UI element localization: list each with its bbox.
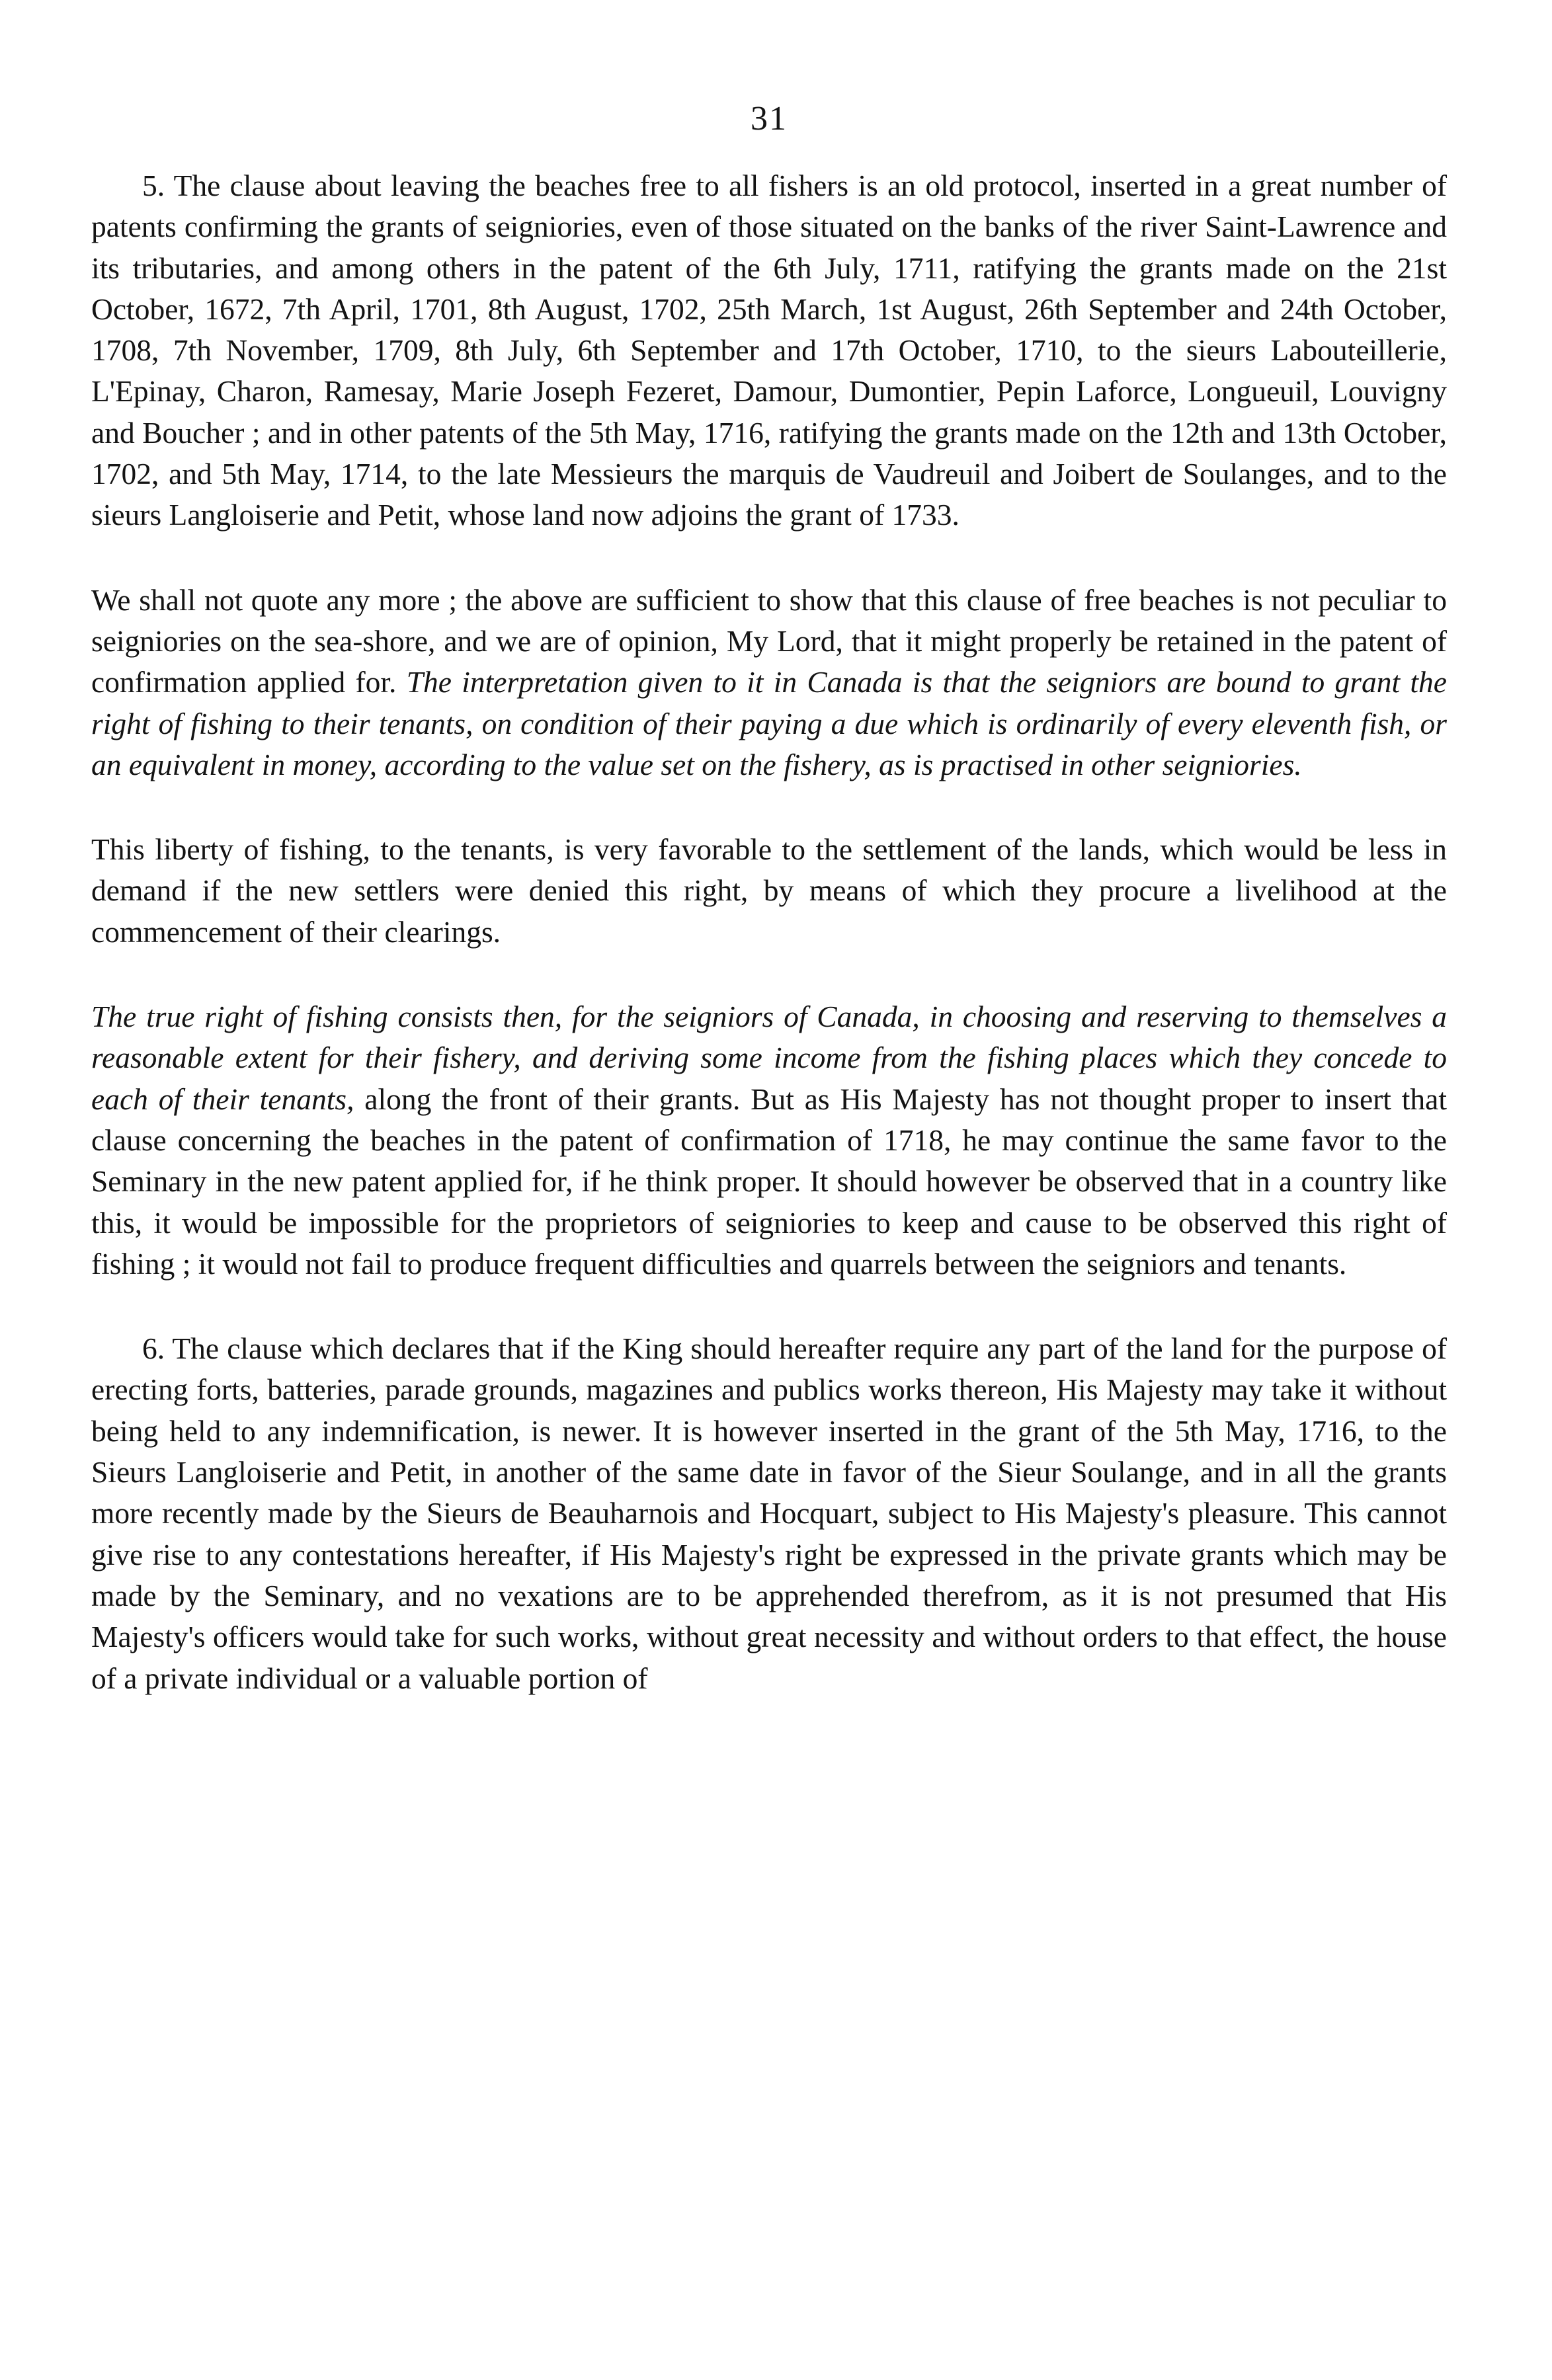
page-number: 31	[751, 100, 788, 138]
text-run: along the front of their grants. But as His Majesty has not thought proper to insert that clause concerning the beaches in the patent of confirmation of 1718, he may continue the same favor to the Seminary in the new patent applied for, if he think proper. It should however be observed that in a country like this, it would be impossible for the proprietors of seigniories to keep and cause to be observed this right of fishing ; it would not fail to produce frequent difficulties and quarrels between the seigniors and tenants.	[91, 1082, 1447, 1281]
italic-text-run: The interpretation given to it in Canada is that the seigniors are bound to grant the right of fishing to their tenants, on condition of their paying a due which is ordinarily of every eleventh fish, or an equivalent in money, according to the value set on the fishery, as is practised in other seigniories.	[91, 665, 1447, 781]
paragraph-free-beaches	[91, 580, 1447, 785]
document-page	[91, 99, 1447, 1699]
paragraph-liberty-of-fishing	[91, 829, 1447, 953]
text-run: 5. The clause about leaving the beaches free to all fishers is an old protocol, inserted in a great number of patents confirming the grants of seigniories, even of those situated on the banks of the river Saint-Lawrence and its tributaries, and among others in the patent of the 6th July, 1711, ratifying the grants made on the 21st October, 1672, 7th April, 1701, 8th August, 1702, 25th March, 1st August, 26th September and 24th October, 1708, 7th November, 1709, 8th July, 6th September and 17th October, 1710, to the sieurs Labouteillerie, L'Epinay, Charon, Ramesay, Marie Joseph Fezeret, Damour, Dumontier, Pepin Laforce, Longueuil, Louvigny and Boucher ; and in other patents of the 5th May, 1716, ratifying the grants made on the 12th and 13th October, 1702, and 5th May, 1714, to the late Messieurs the marquis de Vaudreuil and Joibert de Soulanges, and to the sieurs Langloiserie and Petit, whose land now adjoins the grant of 1733.	[91, 169, 1447, 532]
paragraph-clause-5	[91, 165, 1447, 536]
text-run: This liberty of fishing, to the tenants, is very favorable to the settlement of the lands, which would be less in demand if the new settlers were denied this right, by means of which they procure a livelihood at the commencement of their clearings.	[91, 832, 1447, 949]
paragraph-true-right	[91, 996, 1447, 1285]
italic-text-run: The true right of fishing consists then, for the seigniors of Canada, in choosing and reserving to themselves a reasonable extent for their fishery, and deriving some income from the fishing places which they concede to each of their tenants,	[91, 1000, 1447, 1116]
paragraph-clause-6	[91, 1328, 1447, 1699]
text-run: We shall not quote any more ; the above are sufficient to show that this clause of free beaches is not peculiar to seigniories on the sea-shore, and we are of opinion, My Lord, that it might properly be retained in the patent of confirmation applied for.	[91, 582, 1447, 699]
text-run: 6. The clause which declares that if the King should hereafter require any part of the land for the purpose of erecting forts, batteries, parade grounds, magazines and publics works thereon, His Majesty may take it without being held to any indemnification, is newer. It is however inserted in the grant of the 5th May, 1716, to the Sieurs Langloiserie and Petit, in another of the same date in favor of the Sieur Soulange, and in all the grants more recently made by the Sieurs de Beauharnois and Hocquart, subject to His Majesty's pleasure. This cannot give rise to any contestations hereafter, if His Majesty's right be expressed in the private grants which may be made by the Seminary, and no vexations are to be apprehended therefrom, as it is not presumed that His Majesty's officers would take for such works, without great necessity and without orders to that effect, the house of a private individual or a valuable portion of	[91, 1331, 1447, 1695]
